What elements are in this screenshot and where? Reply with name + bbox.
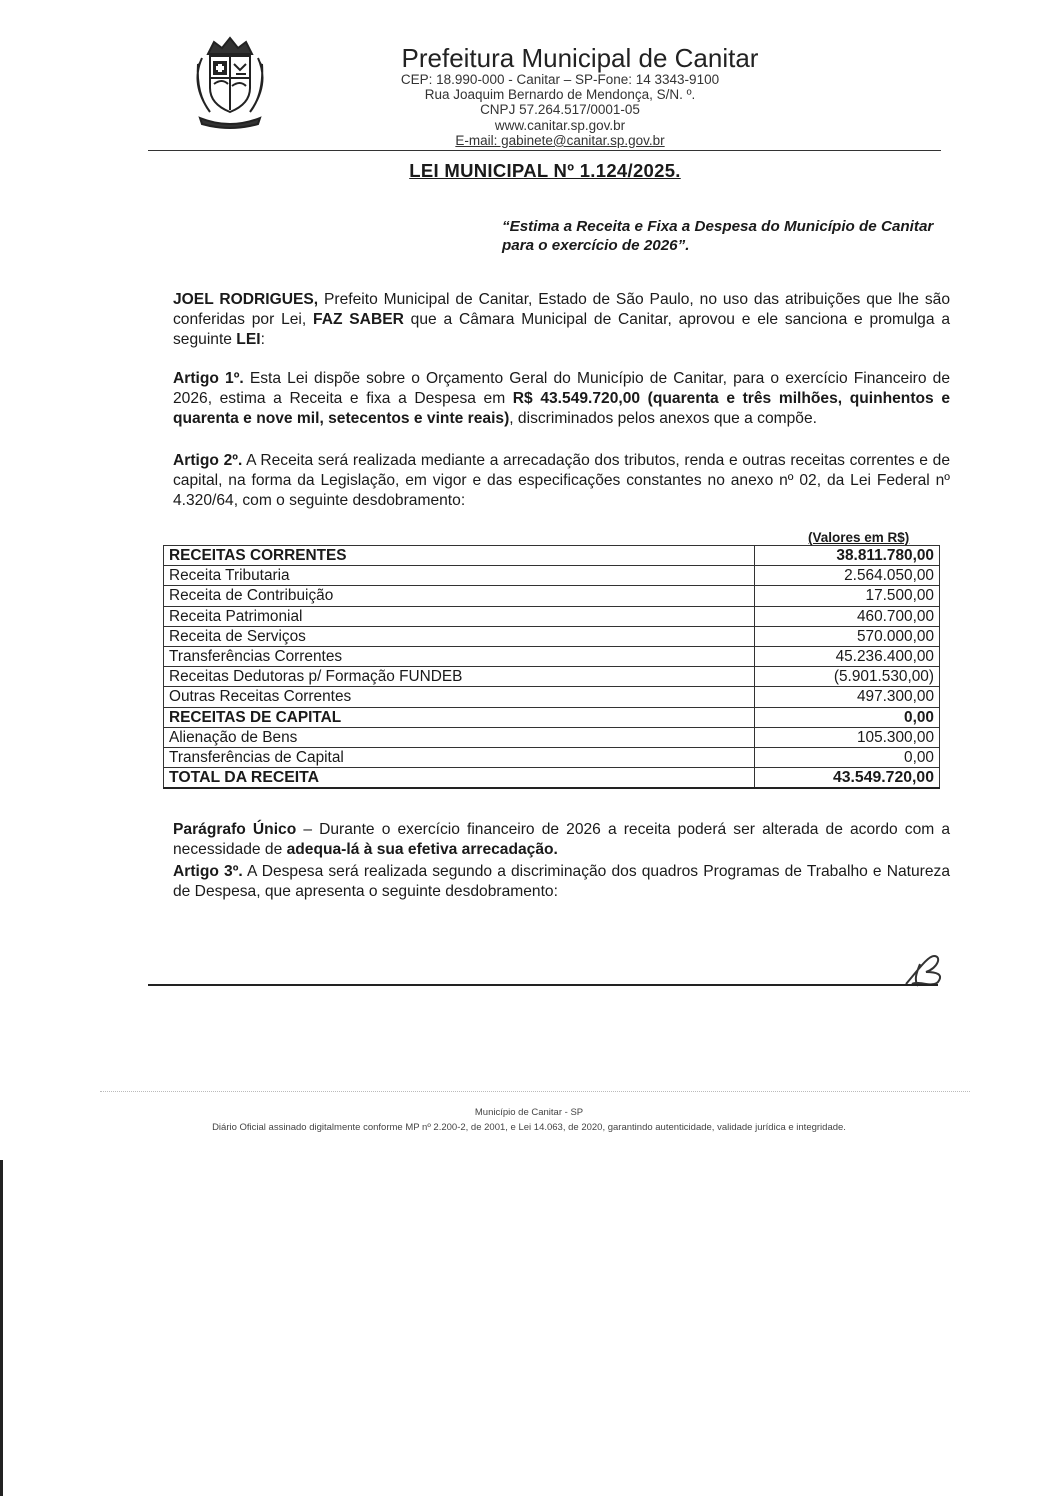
article-2: [173, 451, 950, 511]
row-value: 0,00: [755, 707, 940, 727]
municipal-coat-of-arms: [180, 34, 280, 130]
article-3-text: A Despesa será realizada segundo a discriminação dos quadros Programas de Trabalho e Natureza de Despesa, que apresenta o seguinte desdobramento:: [173, 863, 950, 900]
intro-paragraph: [173, 290, 950, 350]
paragrafo-unico-bold: adequa-lá à sua efetiva arrecadação.: [286, 841, 558, 858]
paragrafo-unico-text-1: – Durante o exercício financeiro de 2026 a receita poderá ser alterada de acordo com a necessidade de: [173, 821, 951, 858]
intro-text-2: que a Câmara Municipal de Canitar, aprovou e ele sanciona e promulga a seguinte: [173, 311, 950, 348]
section-row: [164, 707, 940, 727]
article-3: [173, 862, 950, 902]
row-value: 38.811.780,00: [755, 546, 940, 566]
table-row: [164, 667, 940, 687]
revenue-table-body: [164, 546, 940, 789]
row-label: Transferências Correntes: [164, 646, 755, 666]
paragrafo-unico-label: Parágrafo Único: [173, 821, 297, 838]
faz-saber: FAZ SABER: [313, 311, 404, 328]
table-row: [164, 566, 940, 586]
law-title: LEI MUNICIPAL Nº 1.124/2025.: [409, 160, 681, 181]
paragrafo-unico: [173, 820, 950, 860]
mayor-name: JOEL RODRIGUES,: [173, 291, 319, 308]
row-label: Receita Tributaria: [164, 566, 755, 586]
row-label: Alienação de Bens: [164, 727, 755, 747]
article-2-label: Artigo 2º.: [173, 452, 243, 469]
article-2-text: A Receita será realizada mediante a arrecadação dos tributos, renda e outras receitas correntes e de capital, na forma da Legislação, em vigor e das especificações constantes no anexo nº 02, da Lei Federal nº 4.320/64, com o seguinte desdobramento:: [173, 452, 950, 509]
section-row: [164, 546, 940, 566]
row-label: Receita Patrimonial: [164, 606, 755, 626]
intro-text-1: Prefeito Municipal de Canitar, Estado de São Paulo, no uso das atribuições que lhe são conferidas por Lei,: [173, 291, 950, 328]
row-value: 497.300,00: [755, 687, 940, 707]
table-row: [164, 586, 940, 606]
row-value: 43.549.720,00: [755, 768, 940, 789]
table-row: [164, 606, 940, 626]
row-label: Transferências de Capital: [164, 747, 755, 767]
table-row: [164, 687, 940, 707]
footer-divider: [100, 1091, 970, 1092]
header-divider: [148, 150, 941, 151]
row-value: 460.700,00: [755, 606, 940, 626]
revenue-table: [163, 545, 940, 789]
article-1: [173, 369, 950, 429]
row-label: Receitas Dedutoras p/ Formação FUNDEB: [164, 667, 755, 687]
article-1-text-2: , discriminados pelos anexos que a compõe.: [509, 410, 817, 427]
row-label: Receita de Serviços: [164, 626, 755, 646]
letterhead-address-line: CEP: 18.990-000 - Canitar – SP-Fone: 14 3343-9100: [400, 72, 720, 87]
law-ementa: “Estima a Receita e Fixa a Despesa do Município de Canitar para o exercício de 2026”.: [502, 218, 934, 254]
row-value: 17.500,00: [755, 586, 940, 606]
intro-text-3: :: [260, 331, 265, 348]
row-label: TOTAL DA RECEITA: [164, 768, 755, 789]
table-row: [164, 646, 940, 666]
letterhead-email-line: E-mail: gabinete@canitar.sp.gov.br: [455, 132, 665, 148]
row-value: 105.300,00: [755, 727, 940, 747]
total-row: [164, 768, 940, 789]
row-value: 45.236.400,00: [755, 646, 940, 666]
row-value: 2.564.050,00: [755, 566, 940, 586]
letterhead-cnpj-line: CNPJ 57.264.517/0001-05: [480, 102, 640, 118]
article-1-amount: R$ 43.549.720,00 (quarenta e três milhões, quinhentos e quarenta e nove mil, setecentos e vinte reais): [173, 390, 950, 427]
row-value: 0,00: [755, 747, 940, 767]
row-value: (5.901.530,00): [755, 667, 940, 687]
letterhead-title: Prefeitura Municipal de Canitar: [401, 43, 759, 73]
letterhead: [300, 44, 820, 148]
table-row: [164, 626, 940, 646]
signature-line: [148, 984, 938, 986]
row-value: 570.000,00: [755, 626, 940, 646]
footer-digital-signature-note: Diário Oficial assinado digitalmente conforme MP nº 2.200-2, de 2001, e Lei 14.063, de 2020, garantindo autenticidade, validade jurídica e integridade.: [212, 1122, 846, 1133]
footer-municipality: Município de Canitar - SP: [474, 1107, 584, 1118]
lei-word: LEI: [236, 331, 261, 348]
article-1-label: Artigo 1º.: [173, 370, 244, 387]
values-unit-note: (Valores em R$): [808, 530, 910, 545]
article-1-text-1: Esta Lei dispõe sobre o Orçamento Geral do Município de Canitar, para o exercício Financeiro de 2026, estima a Receita e fixa a Despesa em: [173, 370, 950, 407]
article-3-label: Artigo 3º.: [173, 863, 243, 880]
row-label: RECEITAS DE CAPITAL: [164, 707, 755, 727]
row-label: RECEITAS CORRENTES: [164, 546, 755, 566]
row-label: Outras Receitas Correntes: [164, 687, 755, 707]
row-label: Receita de Contribuição: [164, 586, 755, 606]
scan-edge-mark: [0, 1160, 3, 1496]
table-row: [164, 747, 940, 767]
letterhead-website-line: www.canitar.sp.gov.br: [494, 117, 626, 133]
table-row: [164, 727, 940, 747]
letterhead-street-line: Rua Joaquim Bernardo de Mendonça, S/N. º.: [424, 87, 696, 103]
